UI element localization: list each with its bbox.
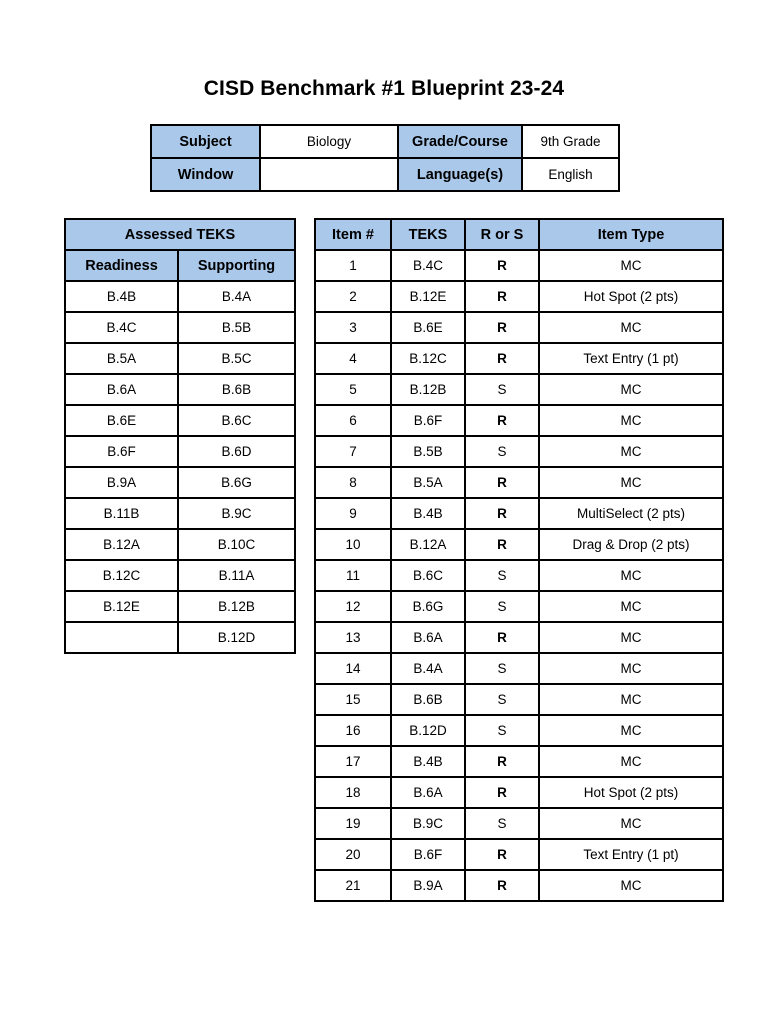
r-or-s-cell: S [465, 653, 539, 684]
item-number-cell: 13 [315, 622, 391, 653]
r-or-s-cell: R [465, 529, 539, 560]
table-row [315, 715, 723, 746]
item-number-cell: 11 [315, 560, 391, 591]
item-number-cell: 5 [315, 374, 391, 405]
item-type-cell: MC [539, 250, 723, 281]
item-type-cell: MC [539, 560, 723, 591]
table-row [315, 498, 723, 529]
table-row [315, 591, 723, 622]
supporting-cell: B.5C [178, 343, 295, 374]
r-or-s-cell: R [465, 870, 539, 901]
item-number-cell: 8 [315, 467, 391, 498]
r-or-s-cell: R [465, 312, 539, 343]
item-teks-cell: B.12A [391, 529, 465, 560]
item-type-cell: Hot Spot (2 pts) [539, 777, 723, 808]
course-info-table [150, 124, 620, 192]
item-teks-cell: B.4B [391, 746, 465, 777]
item-teks-cell: B.6C [391, 560, 465, 591]
assessed-teks-columns-row [65, 250, 295, 281]
item-teks-cell: B.6B [391, 684, 465, 715]
table-row [65, 374, 295, 405]
window-value [260, 158, 398, 191]
table-row [315, 250, 723, 281]
readiness-cell: B.4B [65, 281, 178, 312]
subject-value: Biology [260, 125, 398, 158]
item-number-cell: 12 [315, 591, 391, 622]
item-teks-cell: B.9C [391, 808, 465, 839]
readiness-cell: B.6F [65, 436, 178, 467]
table-row [65, 498, 295, 529]
supporting-header: Supporting [178, 250, 295, 281]
table-row [315, 622, 723, 653]
readiness-cell: B.12A [65, 529, 178, 560]
table-row [315, 746, 723, 777]
item-type-cell: MC [539, 653, 723, 684]
item-teks-cell: B.9A [391, 870, 465, 901]
item-number-cell: 3 [315, 312, 391, 343]
r-or-s-header: R or S [465, 219, 539, 250]
item-number-cell: 21 [315, 870, 391, 901]
item-teks-cell: B.4A [391, 653, 465, 684]
table-row [315, 808, 723, 839]
table-row [315, 343, 723, 374]
table-row [315, 312, 723, 343]
item-type-cell: MC [539, 591, 723, 622]
item-type-cell: MC [539, 746, 723, 777]
table-row [65, 436, 295, 467]
item-type-cell: MC [539, 436, 723, 467]
table-row [315, 529, 723, 560]
table-row [65, 622, 295, 653]
item-type-cell: MultiSelect (2 pts) [539, 498, 723, 529]
item-type-cell: Drag & Drop (2 pts) [539, 529, 723, 560]
item-type-cell: MC [539, 715, 723, 746]
item-teks-cell: B.6F [391, 405, 465, 436]
table-row [65, 281, 295, 312]
teks-header: TEKS [391, 219, 465, 250]
r-or-s-cell: S [465, 591, 539, 622]
readiness-cell [65, 622, 178, 653]
r-or-s-cell: S [465, 808, 539, 839]
item-type-cell: MC [539, 405, 723, 436]
table-row [65, 467, 295, 498]
page-title: CISD Benchmark #1 Blueprint 23-24 [203, 77, 565, 100]
readiness-cell: B.12C [65, 560, 178, 591]
items-header-row [315, 219, 723, 250]
item-teks-cell: B.6G [391, 591, 465, 622]
item-teks-cell: B.6A [391, 622, 465, 653]
languages-value: English [522, 158, 619, 191]
item-number-cell: 20 [315, 839, 391, 870]
item-teks-cell: B.12B [391, 374, 465, 405]
item-number-header: Item # [315, 219, 391, 250]
table-row [315, 870, 723, 901]
item-type-header: Item Type [539, 219, 723, 250]
readiness-cell: B.6E [65, 405, 178, 436]
r-or-s-cell: R [465, 777, 539, 808]
item-teks-cell: B.5A [391, 467, 465, 498]
r-or-s-cell: S [465, 374, 539, 405]
item-teks-cell: B.12E [391, 281, 465, 312]
readiness-cell: B.6A [65, 374, 178, 405]
item-number-cell: 14 [315, 653, 391, 684]
table-row [315, 436, 723, 467]
grade-course-value: 9th Grade [522, 125, 619, 158]
assessed-teks-table [64, 218, 296, 654]
supporting-cell: B.6D [178, 436, 295, 467]
item-number-cell: 1 [315, 250, 391, 281]
r-or-s-cell: S [465, 715, 539, 746]
readiness-cell: B.11B [65, 498, 178, 529]
supporting-cell: B.10C [178, 529, 295, 560]
assessed-teks-title-row [65, 219, 295, 250]
item-type-cell: MC [539, 622, 723, 653]
supporting-cell: B.6G [178, 467, 295, 498]
item-number-cell: 7 [315, 436, 391, 467]
supporting-cell: B.6C [178, 405, 295, 436]
r-or-s-cell: R [465, 467, 539, 498]
item-teks-cell: B.6E [391, 312, 465, 343]
table-row [65, 312, 295, 343]
item-number-cell: 10 [315, 529, 391, 560]
item-number-cell: 9 [315, 498, 391, 529]
item-number-cell: 19 [315, 808, 391, 839]
r-or-s-cell: R [465, 343, 539, 374]
table-row [315, 467, 723, 498]
supporting-cell: B.5B [178, 312, 295, 343]
item-number-cell: 2 [315, 281, 391, 312]
r-or-s-cell: R [465, 839, 539, 870]
supporting-cell: B.6B [178, 374, 295, 405]
r-or-s-cell: S [465, 560, 539, 591]
item-type-cell: Text Entry (1 pt) [539, 839, 723, 870]
r-or-s-cell: R [465, 281, 539, 312]
supporting-cell: B.4A [178, 281, 295, 312]
table-row [315, 374, 723, 405]
item-number-cell: 18 [315, 777, 391, 808]
item-teks-cell: B.5B [391, 436, 465, 467]
table-row [65, 405, 295, 436]
supporting-cell: B.9C [178, 498, 295, 529]
languages-label: Language(s) [398, 158, 522, 191]
item-teks-cell: B.6F [391, 839, 465, 870]
item-type-cell: MC [539, 374, 723, 405]
r-or-s-cell: R [465, 498, 539, 529]
table-row [65, 343, 295, 374]
item-teks-cell: B.6A [391, 777, 465, 808]
table-row [315, 777, 723, 808]
readiness-header: Readiness [65, 250, 178, 281]
item-teks-cell: B.4B [391, 498, 465, 529]
r-or-s-cell: S [465, 436, 539, 467]
item-number-cell: 16 [315, 715, 391, 746]
supporting-cell: B.12D [178, 622, 295, 653]
info-row-window [151, 158, 619, 191]
item-teks-cell: B.12D [391, 715, 465, 746]
assessed-teks-header: Assessed TEKS [65, 219, 295, 250]
item-type-cell: Text Entry (1 pt) [539, 343, 723, 374]
r-or-s-cell: R [465, 405, 539, 436]
r-or-s-cell: S [465, 684, 539, 715]
item-type-cell: MC [539, 684, 723, 715]
table-row [315, 653, 723, 684]
item-type-cell: Hot Spot (2 pts) [539, 281, 723, 312]
item-teks-cell: B.4C [391, 250, 465, 281]
item-number-cell: 17 [315, 746, 391, 777]
info-row-subject [151, 125, 619, 158]
table-row [315, 560, 723, 591]
item-number-cell: 6 [315, 405, 391, 436]
r-or-s-cell: R [465, 746, 539, 777]
r-or-s-cell: R [465, 250, 539, 281]
item-type-cell: MC [539, 870, 723, 901]
item-number-cell: 4 [315, 343, 391, 374]
item-type-cell: MC [539, 312, 723, 343]
table-row [315, 405, 723, 436]
table-row [65, 591, 295, 622]
subject-label: Subject [151, 125, 260, 158]
r-or-s-cell: R [465, 622, 539, 653]
window-label: Window [151, 158, 260, 191]
item-type-cell: MC [539, 467, 723, 498]
supporting-cell: B.12B [178, 591, 295, 622]
item-teks-cell: B.12C [391, 343, 465, 374]
table-row [65, 560, 295, 591]
table-row [315, 281, 723, 312]
readiness-cell: B.5A [65, 343, 178, 374]
table-row [315, 684, 723, 715]
readiness-cell: B.9A [65, 467, 178, 498]
item-type-cell: MC [539, 808, 723, 839]
readiness-cell: B.4C [65, 312, 178, 343]
table-row [65, 529, 295, 560]
readiness-cell: B.12E [65, 591, 178, 622]
table-row [315, 839, 723, 870]
grade-course-label: Grade/Course [398, 125, 522, 158]
item-number-cell: 15 [315, 684, 391, 715]
items-table [314, 218, 724, 902]
supporting-cell: B.11A [178, 560, 295, 591]
